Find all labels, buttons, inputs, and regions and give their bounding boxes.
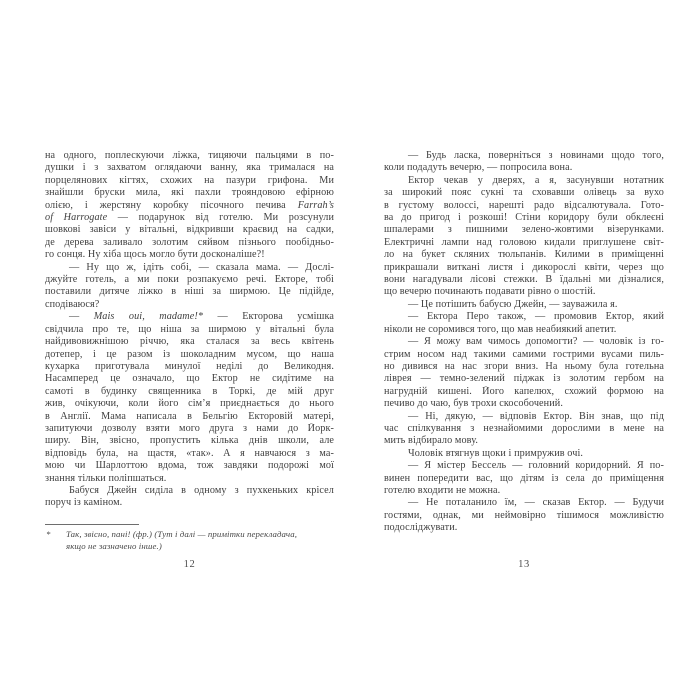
text-line: самоті в будинку священника в Торкі, де мій друг — [45, 385, 334, 397]
text-line: — Я містер Бессель — головний коридорний. Я по- — [408, 460, 664, 472]
text-line: of Harrogate — подарунок від готелю. Ми розсунули — [45, 212, 334, 224]
text-line: подосліджувати. — [384, 522, 458, 534]
text-line: де дерева заливало золотим сяйвом пізнього пообідньо- — [45, 236, 334, 248]
footnote-text — [66, 529, 334, 552]
text-line: готелю входити не можна. — [384, 484, 501, 496]
footnote-body — [45, 529, 334, 552]
footnote-marker: * — [46, 529, 51, 539]
page-left — [45, 0, 334, 700]
page-left-text — [45, 150, 334, 510]
text-line: Так, звісно, пані! (фр.) (Тут і далі — примітки перекладача, — [66, 529, 298, 539]
text-line: ва до пригод і розкоші! Стіни коридору були обклеєні — [384, 212, 664, 224]
text-line: відповідь була, на щастя, «так». А я навчаюся з ма- — [45, 447, 334, 459]
text-line: душки і з захватом оглядаючи ванну, яка трималася на — [45, 162, 334, 174]
text-line: печиво до чаю, був трохи скособочений. — [384, 398, 563, 410]
text-line: поруч із каміном. — [45, 497, 123, 509]
text-line: в густому волоссі, нарешті радо відсалютувала. Гото- — [384, 199, 664, 211]
text-line: — Не поталанило їм, — сказав Ектор. — Будучи — [408, 497, 664, 509]
text-line: шпалерами з пишними зелено-жовтими візерунками. — [384, 224, 664, 236]
text-line: вони нагадували лісові стежки. В їдальні ми дізналися, — [384, 274, 664, 286]
text-line: — Я можу вам чимось допомогти? — чоловік із го- — [408, 336, 664, 348]
text-line: за широкий пояс сукні та сховавши олівець за вухо — [384, 187, 664, 199]
text-line: сподіваюся? — [45, 298, 100, 310]
text-line: час спілкування з незнайомими дорослими в мене на — [384, 422, 664, 434]
text-line: запитуючи дозволу взяти мого друга з нами до Йорк- — [45, 422, 334, 434]
text-line: поставили дитяче ліжко в ніші за ширмою. Це підійде, — [45, 286, 334, 298]
text-line: ло на букет скляних тюльпанів. Килими в приміщенні — [384, 249, 664, 261]
text-line: коли подадуть вечерю, — попросила вона. — [384, 162, 573, 174]
text-line: жив, очікуючи, коли його сім’я приєднається до нього — [45, 398, 334, 410]
text-line: Чоловік втягнув щоки і примружив очі. — [408, 447, 584, 459]
text-line: джуйте готель, а ми поки розпакуємо речі. Екторе, тобі — [45, 274, 334, 286]
text-line: шовкові завіси у вітальні, відкривши краєвид на садки, — [45, 224, 334, 236]
text-line: Насамперед це означало, що Ектор не сидітиме на — [45, 373, 334, 385]
text-line: знайшли бруски мила, які пахли трояндовою ефірною — [45, 187, 334, 199]
text-line: ширу. Він, звісно, пропустить кілька днів школи, але — [45, 435, 334, 447]
text-line: прикрашали виткані листя і дикорослі квіти, через що — [384, 261, 664, 273]
text-line: порцелянових кігтях, схожих на пазури грифона. Ми — [45, 174, 334, 186]
text-line: мою чи Шарлоттою вдома, тож завдяки подорожі мої — [45, 460, 334, 472]
text-line: знання тільки поліпшаться. — [45, 472, 167, 484]
text-line: в Англії. Мама написала в Бельгію Екторовій матері, — [45, 410, 334, 422]
text-line: Електричні лампи над головою кидали приглушене світ- — [384, 236, 664, 248]
text-line: свідчила про те, що ніша за ширмою у вітальні була — [45, 323, 334, 335]
text-line: мить відбирало мову. — [384, 435, 479, 447]
page-number-right: 13 — [518, 559, 530, 570]
page-right — [384, 0, 664, 700]
text-line: винен попередити вас, що дітям із села до приміщення — [384, 472, 664, 484]
text-line: — Будь ласка, поверніться з новинами щодо того, — [408, 150, 664, 161]
text-line: — Це потішить бабусю Джейн, — зауважила я. — [408, 298, 618, 310]
footnote-rule — [45, 524, 139, 525]
text-line: що вечерю починають подавати рівно о шостій. — [384, 286, 596, 298]
text-line: найдивовижнішою річчю, яка сталася за весь квітень — [45, 336, 334, 348]
text-line: стрим носом над такими самими гострими вусами пиль- — [384, 348, 664, 360]
text-line: но дивився на нас згори вниз. На ньому була готельна — [384, 360, 664, 372]
text-line: на одного, поплескуючи ліжка, тицяючи пальцями в по- — [45, 150, 334, 161]
text-line: гостями, однак, ми неймовірно тішимося можливістю — [384, 509, 664, 521]
page-number-left: 12 — [183, 559, 196, 570]
footnote — [45, 524, 334, 552]
text-line: якщо не зазначено інше.) — [66, 540, 162, 551]
text-line: Ектор чекав у дверях, а я, засунувши нотатник — [408, 174, 664, 186]
page-right-text — [384, 150, 664, 535]
text-line: олією, і жерстяну коробку пісочного печива Farrah’s — [45, 199, 334, 211]
text-line: — Ну що ж, ідіть собі, — сказала мама. — Дослі- — [69, 261, 334, 273]
text-line: — Mais oui, madame!* — Екторова усмішка — [69, 311, 334, 323]
text-line: Бабуся Джейн сиділа в одному з пухкеньких крісел — [69, 484, 334, 496]
text-line: ліврея — темно-зелений піджак із золотим гербом на — [384, 373, 664, 385]
text-line: ніколи не соромився того, що мав неабиякий апетит. — [384, 323, 617, 335]
text-line: дотепер, і це разом із шоколадним мусом, що наша — [45, 348, 334, 360]
text-line: кухарка приготувала минулої неділі до Великодня. — [45, 360, 334, 372]
text-line: — Ектора Перо також, — промовив Ектор, який — [408, 311, 664, 323]
text-line: — Ні, дякую, — відповів Ектор. Він знав, що під — [408, 410, 664, 422]
text-line: го сонця. Ну хіба щось могло бути досконаліше?! — [45, 249, 265, 261]
text-line: нагрудній кишені. Його капелюх, схожий формою на — [384, 385, 664, 397]
